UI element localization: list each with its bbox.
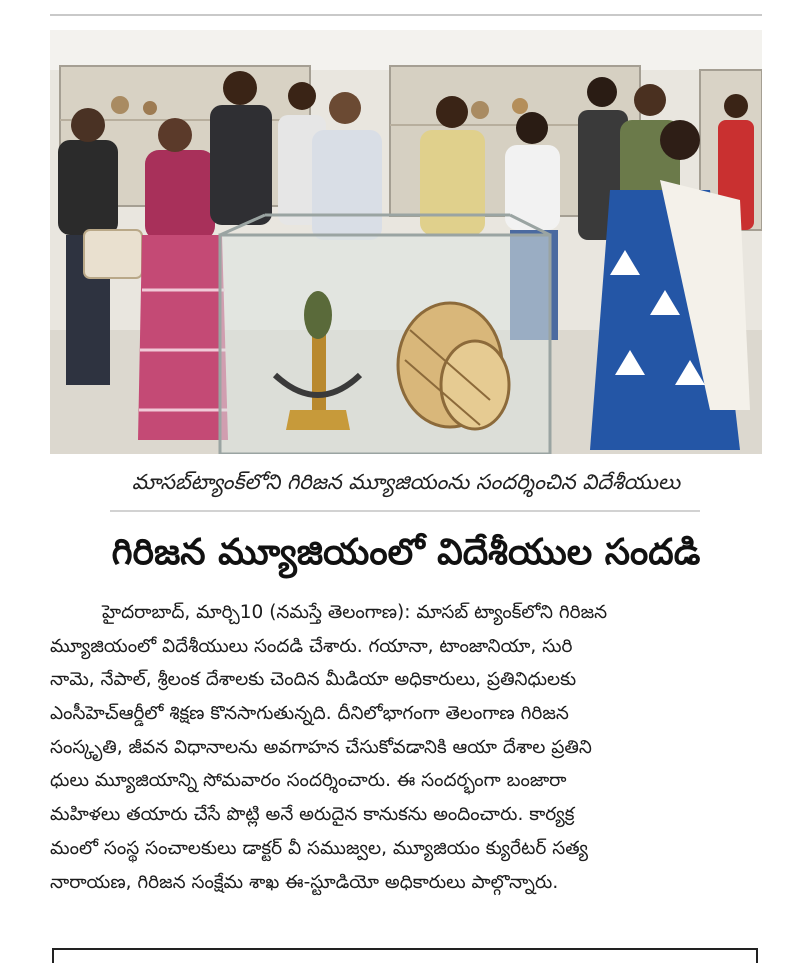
body-line: సంస్కృతి, జీవన విధానాలను అవగాహన చేసుకోవడానికి ఆయా దేశాల ప్రతిని — [50, 736, 592, 758]
body-line: హైదరాబాద్, మార్చి10 (నమస్తే తెలంగాణ): మాసబ్ ట్యాంక్‌లోని గిరిజన — [102, 602, 608, 623]
body-line: నారాయణ, గిరిజన సంక్షేమ శాఖ ఈ-స్టూడియో అధికారులు పాల్గొన్నారు. — [50, 871, 559, 893]
body-line: మహిళలు తయారు చేసే పొట్లి అనే అరుదైన కానుకను అందించారు. కార్యక్ర — [50, 804, 575, 826]
top-rule — [50, 14, 762, 16]
museum-visit-photo — [50, 30, 762, 454]
next-article-box — [52, 948, 758, 963]
article-photo — [50, 30, 762, 454]
photo-caption: మాసబ్‌ట్యాంక్‌లోని గిరిజన మ్యూజియంను సందర్శించిన విదేశీయులు — [131, 470, 681, 494]
caption-divider — [110, 510, 700, 512]
body-line: నామె, నేపాల్, శ్రీలంక దేశాలకు చెందిన మీడియా అధికారులు, ప్రతినిధులకు — [50, 669, 577, 691]
article-headline: గిరిజన మ్యూజియంలో విదేశీయుల సందడి — [111, 532, 701, 573]
body-line: ఎంసీహెచ్‌ఆర్డీలో శిక్షణ కొనసాగుతున్నది. దీనిలోభాగంగా తెలంగాణ గిరిజన — [50, 703, 569, 725]
body-line: ధులు మ్యూజియాన్ని సోమవారం సందర్శించారు. ఈ సందర్భంగా బంజారా — [50, 770, 567, 792]
body-line: మ్యూజియంలో విదేశీయులు సందడి చేశారు. గయానా, టాంజానియా, సురి — [50, 635, 573, 657]
body-line: మంలో సంస్థ సంచాలకులు డాక్టర్ వీ సముజ్వల, మ్యూజియం క్యురేటర్ సత్య — [50, 837, 588, 859]
article-body — [50, 596, 762, 899]
